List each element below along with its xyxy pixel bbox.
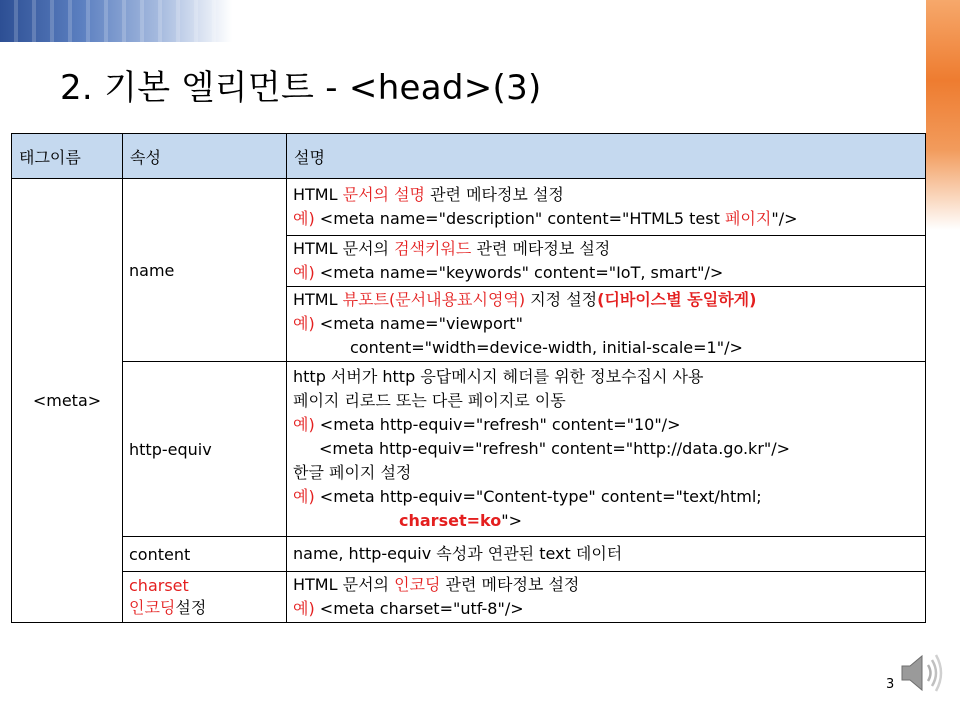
header-description: 설명 [287, 134, 926, 179]
table-row [12, 362, 926, 537]
meta-table [11, 133, 926, 623]
table-row [12, 179, 926, 236]
attr-cell-charset: charset 인코딩설정 [123, 572, 287, 623]
attr-cell-http-equiv: http-equiv [123, 362, 287, 537]
table-header-row [12, 134, 926, 179]
attr-cell-name: name [123, 179, 287, 362]
table-row [12, 537, 926, 572]
desc-cell-viewport: HTML 뷰포트(문서내용표시영역) 지정 설정(디바이스별 동일하게) 예) <meta name="viewport" content="width=device-width, initial-scale=1"/> [287, 287, 926, 362]
desc-cell-http-equiv: http 서버가 http 응답메시지 헤더를 위한 정보수집시 사용 페이지 리로드 또는 다른 페이지로 이동 예) <meta http-equiv="refresh" content="10"/> <meta http-equiv="refresh" content="http://data.go.kr"/> 한글 페이지 설정 예) <meta http-equiv="Content-type" content="text/html; charset=ko"> [287, 362, 926, 537]
slide-title: 2. 기본 엘리먼트 - <head>(3) [60, 68, 542, 108]
top-left-stripes [0, 0, 232, 42]
desc-cell-charset: HTML 문서의 인코딩 관련 메타정보 설정 예) <meta charset="utf-8"/> [287, 572, 926, 623]
header-attribute: 속성 [123, 134, 287, 179]
top-right-orange-bar [926, 0, 960, 230]
speaker-icon[interactable] [898, 648, 944, 698]
tag-cell-meta: <meta> [12, 179, 123, 623]
desc-cell-keywords: HTML 문서의 검색키워드 관련 메타정보 설정 예) <meta name="keywords" content="IoT, smart"/> [287, 236, 926, 287]
page-number: 3 [886, 677, 895, 692]
attr-cell-content: content [123, 537, 287, 572]
table-row [12, 572, 926, 623]
header-tag-name: 태그이름 [12, 134, 123, 179]
desc-cell-content: name, http-equiv 속성과 연관된 text 데이터 [287, 537, 926, 572]
desc-cell-description: HTML 문서의 설명 관련 메타정보 설정 예) <meta name="description" content="HTML5 test 페이지"/> [287, 179, 926, 236]
